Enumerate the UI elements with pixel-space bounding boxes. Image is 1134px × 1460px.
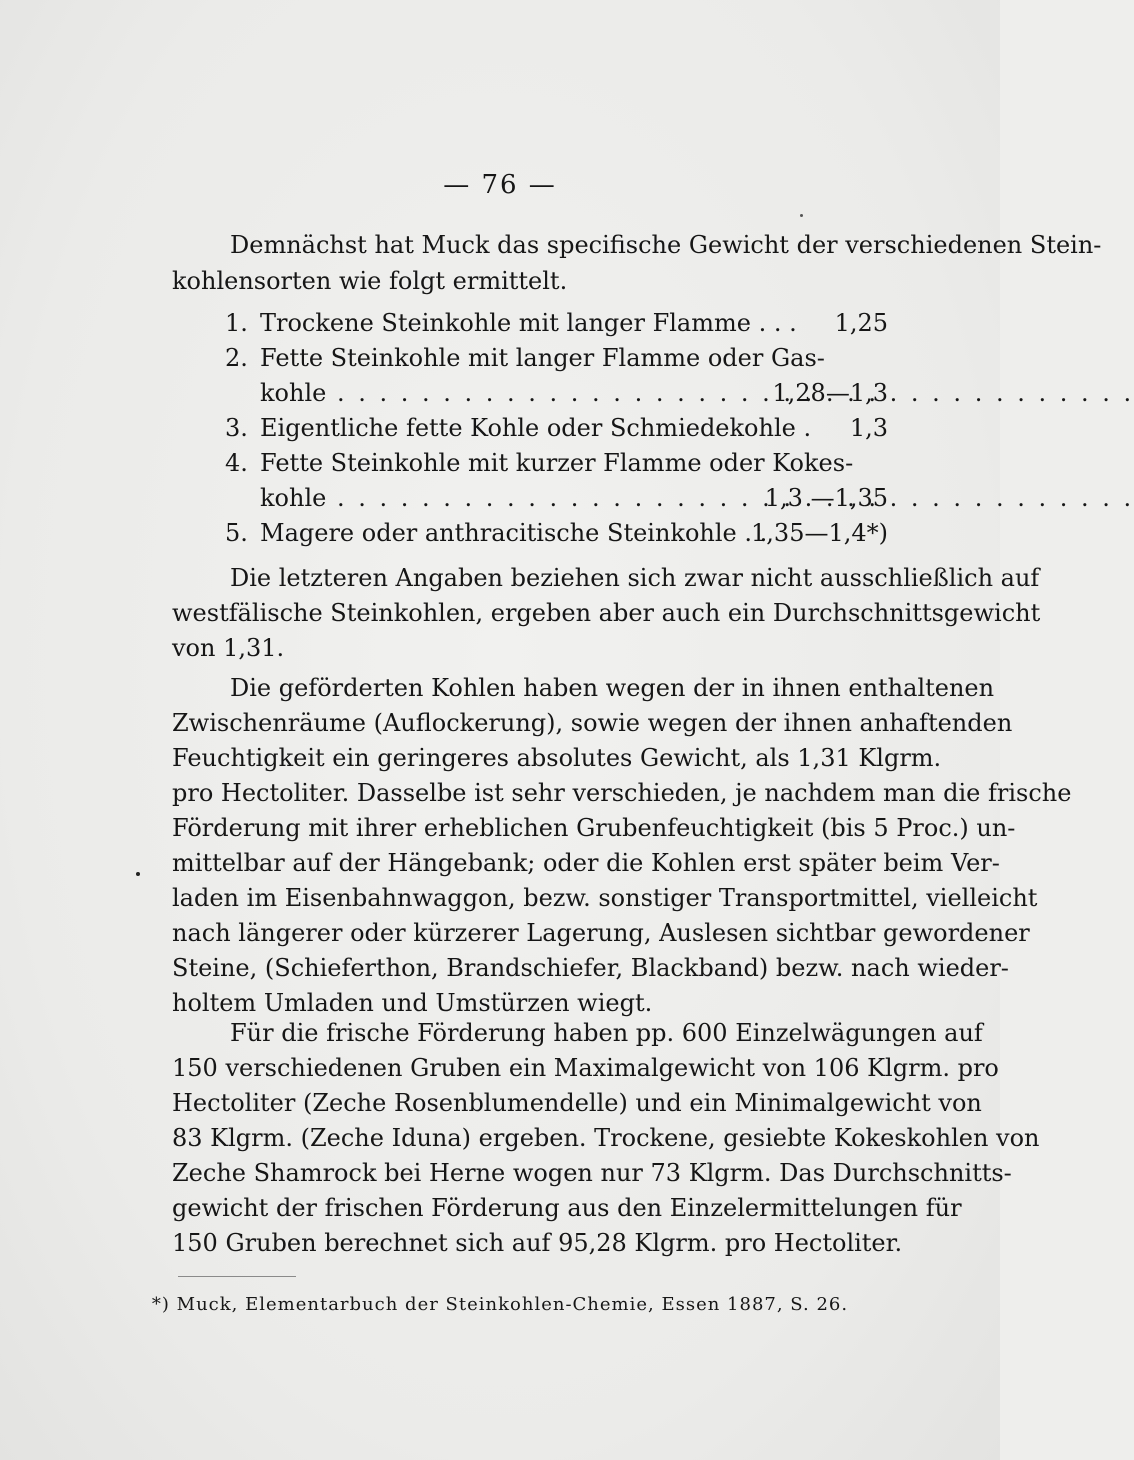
para2-line-2: Zwischenräume (Auflockerung), sowie wegen der ihnen anhaftenden (172, 709, 1013, 737)
footnote-rule (178, 1276, 296, 1277)
para3-line-2: 150 verschiedenen Gruben ein Maximalgewicht von 106 Klgrm. pro (172, 1054, 999, 1082)
para2-line-4: pro Hectoliter. Dasselbe ist sehr verschieden, je nachdem man die frische (172, 779, 1072, 807)
para3-line-1: Für die frische Förderung haben pp. 600 Einzelwägungen auf (230, 1019, 983, 1047)
list-item-value: 1,25 (834, 309, 888, 337)
list-item-2 (225, 341, 888, 375)
list-item-2-continuation (225, 376, 888, 410)
page-number: — 76 — (443, 170, 557, 200)
intro-line-1: Demnächst hat Muck das specifische Gewicht der verschiedenen Stein- (230, 231, 1102, 259)
para3-line-5: Zeche Shamrock bei Herne wogen nur 73 Klgrm. Das Durchschnitts- (172, 1159, 1012, 1187)
list-item-text: Eigentliche fette Kohle oder Schmiedekohle . (260, 414, 812, 442)
para2-line-8: nach längerer oder kürzerer Lagerung, Auslesen sichtbar gewordener (172, 919, 1030, 947)
para3-line-3: Hectoliter (Zeche Rosenblumendelle) und ein Minimalgewicht von (172, 1089, 982, 1117)
list-item-value: 1,3 —1,35 (764, 484, 888, 512)
list-item-value: 1,35—1,4*) (751, 519, 888, 547)
list-item-4-continuation (225, 481, 888, 515)
list-item-value: 1,28—1,3 (772, 379, 888, 407)
para1-line-3: von 1,31. (172, 634, 285, 662)
list-item-text: Magere oder anthracitische Steinkohle . . (260, 519, 768, 547)
list-item-value: 1,3 (849, 414, 888, 442)
intro-line-2: kohlensorten wie folgt ermittelt. (172, 267, 568, 295)
para1-line-2: westfälische Steinkohlen, ergeben aber auch ein Durchschnittsgewicht (172, 599, 1041, 627)
para2-line-1: Die geförderten Kohlen haben wegen der in ihnen enthaltenen (230, 674, 995, 702)
para3-line-7: 150 Gruben berechnet sich auf 95,28 Klgrm. pro Hectoliter. (172, 1229, 903, 1257)
list-item-3 (225, 411, 888, 445)
list-item-text: Fette Steinkohle mit kurzer Flamme oder Kokes- (260, 449, 854, 477)
list-item-4 (225, 446, 888, 480)
ink-speck (136, 872, 140, 876)
list-item-number: 4. (225, 449, 248, 477)
list-item-5 (225, 516, 888, 550)
footnote: *) Muck, Elementarbuch der Steinkohlen-Chemie, Essen 1887, S. 26. (151, 1294, 849, 1315)
list-item-text-continued: kohle . . . (260, 376, 758, 410)
para3-line-6: gewicht der frischen Förderung aus den Einzelermittelungen für (172, 1194, 962, 1222)
para2-line-7: laden im Eisenbahnwaggon, bezw. sonstiger Transportmittel, vielleicht (172, 884, 1038, 912)
list-item-text: Fette Steinkohle mit langer Flamme oder Gas- (260, 344, 825, 372)
list-item-number: 1. (225, 309, 248, 337)
list-item-number: 2. (225, 344, 248, 372)
para1-line-1: Die letzteren Angaben beziehen sich zwar nicht ausschließlich auf (230, 564, 1040, 592)
para2-line-5: Förderung mit ihrer erheblichen Grubenfeuchtigkeit (bis 5 Proc.) un- (172, 814, 1016, 842)
para3-line-4: 83 Klgrm. (Zeche Iduna) ergeben. Trockene, gesiebte Kokeskohlen von (172, 1124, 1040, 1152)
list-item-number: 3. (225, 414, 248, 442)
para2-line-9: Steine, (Schieferthon, Brandschiefer, Blackband) bezw. nach wieder- (172, 954, 1009, 982)
para2-line-10: holtem Umladen und Umstürzen wiegt. (172, 989, 653, 1017)
list-item-number: 5. (225, 519, 248, 547)
list-item-text-continued: kohle . . . (260, 481, 758, 515)
ink-speck (800, 214, 803, 217)
para2-line-6: mittelbar auf der Hängebank; oder die Kohlen erst später beim Ver- (172, 849, 1000, 877)
para2-line-3: Feuchtigkeit ein geringeres absolutes Gewicht, als 1,31 Klgrm. (172, 744, 942, 772)
list-item-1 (225, 306, 888, 340)
list-item-text: Trockene Steinkohle mit langer Flamme . . . (260, 309, 797, 337)
